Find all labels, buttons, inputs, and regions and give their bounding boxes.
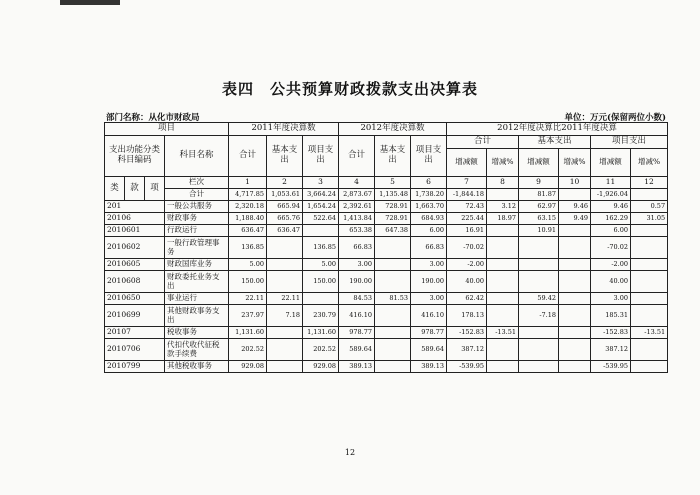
table-row (105, 339, 668, 361)
total-cell: 1,738.20 (411, 189, 447, 201)
row-value-cell: 84.53 (339, 293, 375, 305)
row-value-cell (375, 339, 411, 361)
data-rows (105, 201, 668, 373)
row-value-cell: -152.83 (447, 327, 487, 339)
row-value-cell: 63.15 (519, 213, 559, 225)
header-lanci: 栏次 (165, 177, 229, 189)
row-value-cell (375, 305, 411, 327)
row-value-cell: 40.00 (447, 271, 487, 293)
row-value-cell: -539.95 (591, 361, 631, 373)
row-value-cell (559, 327, 591, 339)
row-value-cell: 387.12 (447, 339, 487, 361)
col-num: 5 (375, 177, 411, 189)
row-value-cell (631, 305, 668, 327)
row-value-cell: 150.00 (303, 271, 339, 293)
header-compare: 2012年度决算比2011年度决算 (447, 123, 668, 136)
total-cell: -1,926.04 (591, 189, 631, 201)
row-value-cell (559, 271, 591, 293)
header-row-1 (105, 123, 668, 136)
col-num: 3 (303, 177, 339, 189)
row-value-cell: 0.57 (631, 201, 668, 213)
row-value-cell: 202.52 (303, 339, 339, 361)
row-value-cell: 3.00 (339, 259, 375, 271)
header-inc-pct: 增减% (487, 149, 519, 177)
row-value-cell (559, 225, 591, 237)
row-value-cell (375, 259, 411, 271)
table-row (105, 213, 668, 225)
row-value-cell (631, 271, 668, 293)
row-code: 201 (105, 201, 165, 213)
row-code: 2010699 (105, 305, 165, 327)
header-inc-amt: 增减额 (591, 149, 631, 177)
header-name: 科目名称 (165, 136, 229, 177)
header-2012-project: 项目支出 (411, 136, 447, 177)
row-value-cell: 230.79 (303, 305, 339, 327)
header-xiang: 项 (145, 177, 165, 201)
row-value-cell: 1,413.84 (339, 213, 375, 225)
row-value-cell: 62.42 (447, 293, 487, 305)
row-value-cell: 589.64 (411, 339, 447, 361)
table-row (105, 293, 668, 305)
row-value-cell: 16.91 (447, 225, 487, 237)
row-value-cell: -539.95 (447, 361, 487, 373)
row-value-cell: 66.83 (339, 237, 375, 259)
row-value-cell (519, 361, 559, 373)
col-num: 12 (631, 177, 668, 189)
row-value-cell: 636.47 (267, 225, 303, 237)
row-value-cell: 2,392.61 (339, 201, 375, 213)
row-value-cell (559, 293, 591, 305)
total-cell (559, 189, 591, 201)
row-value-cell: 389.13 (339, 361, 375, 373)
row-value-cell: 978.77 (339, 327, 375, 339)
table-row (105, 225, 668, 237)
row-value-cell: 1,654.24 (303, 201, 339, 213)
row-value-cell: 3.00 (411, 293, 447, 305)
row-value-cell: -13.51 (631, 327, 668, 339)
row-value-cell: 136.85 (303, 237, 339, 259)
total-cell: 81.87 (519, 189, 559, 201)
col-num: 8 (487, 177, 519, 189)
row-value-cell: 416.10 (339, 305, 375, 327)
col-num: 7 (447, 177, 487, 189)
row-value-cell (519, 237, 559, 259)
row-value-cell (487, 259, 519, 271)
column-number-row (105, 177, 668, 189)
table-row (105, 237, 668, 259)
header-2011-basic: 基本支出 (267, 136, 303, 177)
department-label: 部门名称：从化市财政局 (106, 113, 200, 123)
row-name: 其他税收事务 (165, 361, 229, 373)
row-value-cell: -2.00 (591, 259, 631, 271)
row-value-cell: 3.00 (411, 259, 447, 271)
table-row (105, 327, 668, 339)
row-value-cell: 389.13 (411, 361, 447, 373)
row-value-cell: 929.08 (303, 361, 339, 373)
total-label: 合计 (165, 189, 229, 201)
row-value-cell: 225.44 (447, 213, 487, 225)
row-value-cell: 59.42 (519, 293, 559, 305)
row-value-cell: 1,663.70 (411, 201, 447, 213)
total-cell: 1,135.48 (375, 189, 411, 201)
header-2011: 2011年度决算数 (229, 123, 339, 136)
row-value-cell: 178.13 (447, 305, 487, 327)
row-value-cell: 9.46 (559, 201, 591, 213)
row-value-cell (375, 237, 411, 259)
row-value-cell (487, 225, 519, 237)
row-value-cell (631, 293, 668, 305)
row-value-cell (303, 225, 339, 237)
col-num: 2 (267, 177, 303, 189)
row-name: 税收事务 (165, 327, 229, 339)
row-value-cell: 665.76 (267, 213, 303, 225)
table-row (105, 361, 668, 373)
row-name: 财政委托业务支出 (165, 271, 229, 293)
row-value-cell (267, 339, 303, 361)
col-num: 4 (339, 177, 375, 189)
row-value-cell: 66.83 (411, 237, 447, 259)
row-value-cell (559, 305, 591, 327)
row-value-cell (559, 339, 591, 361)
unit-label: 单位：万元(保留两位小数) (564, 113, 666, 123)
row-value-cell: 81.53 (375, 293, 411, 305)
row-value-cell: 387.12 (591, 339, 631, 361)
row-value-cell: 237.97 (229, 305, 267, 327)
row-value-cell (559, 237, 591, 259)
row-value-cell (267, 327, 303, 339)
row-value-cell: -2.00 (447, 259, 487, 271)
row-value-cell: 647.38 (375, 225, 411, 237)
row-value-cell: 728.91 (375, 213, 411, 225)
row-value-cell: 5.00 (229, 259, 267, 271)
row-value-cell (631, 339, 668, 361)
header-2012-total: 合计 (339, 136, 375, 177)
page-number: 12 (344, 448, 356, 457)
table-row (105, 259, 668, 271)
row-value-cell (487, 237, 519, 259)
row-code: 2010608 (105, 271, 165, 293)
row-code: 2010650 (105, 293, 165, 305)
row-value-cell (267, 259, 303, 271)
col-num: 1 (229, 177, 267, 189)
header-cmp-basic: 基本支出 (519, 136, 591, 149)
row-value-cell: 1,188.40 (229, 213, 267, 225)
row-value-cell: 40.00 (591, 271, 631, 293)
row-value-cell: 1,131.60 (229, 327, 267, 339)
row-name: 代扣代收代征税款手续费 (165, 339, 229, 361)
row-value-cell (487, 305, 519, 327)
col-num: 9 (519, 177, 559, 189)
col-num: 10 (559, 177, 591, 189)
header-2012: 2012年度决算数 (339, 123, 447, 136)
expenditure-table (104, 122, 668, 373)
row-value-cell: 636.47 (229, 225, 267, 237)
row-value-cell: 653.38 (339, 225, 375, 237)
row-value-cell: 978.77 (411, 327, 447, 339)
row-value-cell: 136.85 (229, 237, 267, 259)
row-code: 20107 (105, 327, 165, 339)
scan-artifact (60, 0, 120, 5)
row-value-cell (519, 327, 559, 339)
row-value-cell: 190.00 (411, 271, 447, 293)
row-value-cell: 18.97 (487, 213, 519, 225)
row-value-cell (375, 361, 411, 373)
row-value-cell: 929.08 (229, 361, 267, 373)
header-inc-amt: 增减额 (519, 149, 559, 177)
row-value-cell: 9.46 (591, 201, 631, 213)
row-value-cell: 2,320.18 (229, 201, 267, 213)
row-value-cell (487, 361, 519, 373)
row-code: 2010602 (105, 237, 165, 259)
row-value-cell: 3.12 (487, 201, 519, 213)
row-value-cell: 522.64 (303, 213, 339, 225)
row-value-cell: 150.00 (229, 271, 267, 293)
row-value-cell: 6.00 (591, 225, 631, 237)
row-value-cell: -13.51 (487, 327, 519, 339)
total-cell: 1,053.61 (267, 189, 303, 201)
header-kuan: 款 (125, 177, 145, 201)
row-value-cell: 416.10 (411, 305, 447, 327)
row-value-cell (559, 361, 591, 373)
total-cell: -1,844.18 (447, 189, 487, 201)
col-num: 6 (411, 177, 447, 189)
row-value-cell: 72.43 (447, 201, 487, 213)
row-value-cell (519, 259, 559, 271)
row-value-cell: 1,131.60 (303, 327, 339, 339)
table-row (105, 305, 668, 327)
row-name: 其他财政事务支出 (165, 305, 229, 327)
row-value-cell: 190.00 (339, 271, 375, 293)
header-inc-pct: 增减% (631, 149, 668, 177)
row-value-cell: 6.00 (411, 225, 447, 237)
row-name: 一般行政管理事务 (165, 237, 229, 259)
header-lei: 类 (105, 177, 125, 201)
header-code: 支出功能分类科目编码 (105, 136, 165, 177)
header-inc-pct: 增减% (559, 149, 591, 177)
row-value-cell (519, 271, 559, 293)
row-value-cell: -152.83 (591, 327, 631, 339)
row-value-cell: 185.31 (591, 305, 631, 327)
row-value-cell (519, 339, 559, 361)
row-value-cell (267, 271, 303, 293)
table-row (105, 271, 668, 293)
row-value-cell: -70.02 (591, 237, 631, 259)
page-title: 表四 公共预算财政拨款支出决算表 (221, 80, 478, 98)
row-value-cell (267, 361, 303, 373)
row-code: 2010605 (105, 259, 165, 271)
row-value-cell: 22.11 (229, 293, 267, 305)
row-value-cell: 5.00 (303, 259, 339, 271)
row-value-cell: 22.11 (267, 293, 303, 305)
header-cmp-project: 项目支出 (591, 136, 668, 149)
header-cmp-total: 合计 (447, 136, 519, 149)
row-value-cell: 9.49 (559, 213, 591, 225)
row-value-cell (487, 271, 519, 293)
row-value-cell: 7.18 (267, 305, 303, 327)
row-value-cell: 202.52 (229, 339, 267, 361)
row-value-cell: 10.91 (519, 225, 559, 237)
total-cell (487, 189, 519, 201)
col-num: 11 (591, 177, 631, 189)
row-value-cell: -7.18 (519, 305, 559, 327)
row-value-cell (631, 259, 668, 271)
row-value-cell (631, 225, 668, 237)
row-value-cell: 665.94 (267, 201, 303, 213)
row-value-cell: 589.64 (339, 339, 375, 361)
row-value-cell (559, 259, 591, 271)
row-value-cell: 684.93 (411, 213, 447, 225)
row-value-cell (487, 339, 519, 361)
row-name: 财政国库业务 (165, 259, 229, 271)
row-code: 2010601 (105, 225, 165, 237)
row-value-cell (303, 293, 339, 305)
header-item: 项目 (105, 123, 229, 136)
row-name: 事业运行 (165, 293, 229, 305)
row-code: 2010706 (105, 339, 165, 361)
row-value-cell (375, 327, 411, 339)
total-cell: 2,873.67 (339, 189, 375, 201)
row-value-cell: -70.02 (447, 237, 487, 259)
header-2011-project: 项目支出 (303, 136, 339, 177)
header-inc-amt: 增减额 (447, 149, 487, 177)
table-row (105, 201, 668, 213)
header-row-2 (105, 136, 668, 149)
row-value-cell: 162.29 (591, 213, 631, 225)
row-value-cell (631, 361, 668, 373)
row-value-cell (375, 271, 411, 293)
total-cell: 4,717.85 (229, 189, 267, 201)
row-value-cell (267, 237, 303, 259)
header-2011-total: 合计 (229, 136, 267, 177)
row-name: 一般公共服务 (165, 201, 229, 213)
row-value-cell: 31.05 (631, 213, 668, 225)
row-value-cell (487, 293, 519, 305)
row-value-cell: 3.00 (591, 293, 631, 305)
row-code: 2010799 (105, 361, 165, 373)
row-value-cell (631, 237, 668, 259)
row-name: 行政运行 (165, 225, 229, 237)
header-2012-basic: 基本支出 (375, 136, 411, 177)
total-cell: 3,664.24 (303, 189, 339, 201)
row-code: 20106 (105, 213, 165, 225)
total-cell (631, 189, 668, 201)
row-value-cell: 728.91 (375, 201, 411, 213)
row-name: 财政事务 (165, 213, 229, 225)
total-row (105, 189, 668, 201)
row-value-cell: 62.97 (519, 201, 559, 213)
